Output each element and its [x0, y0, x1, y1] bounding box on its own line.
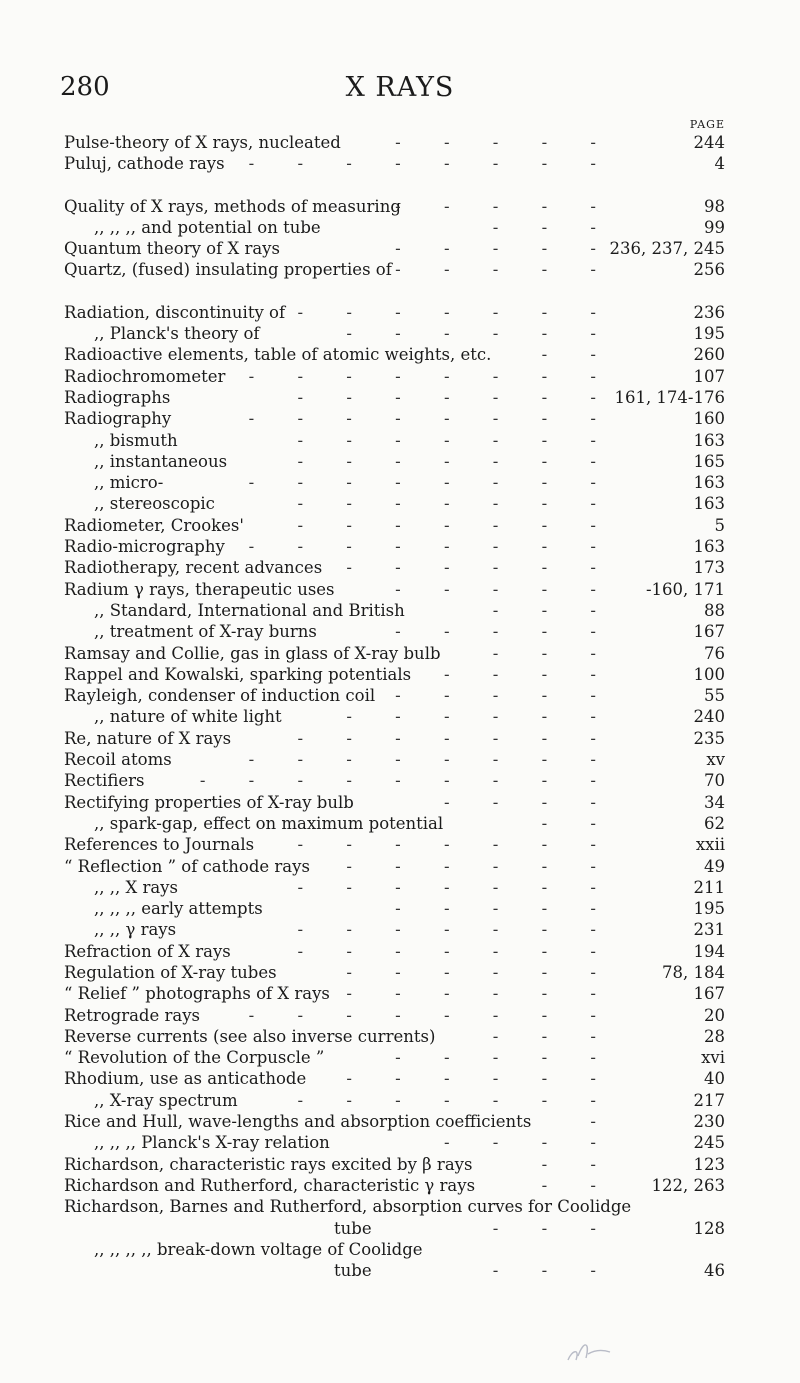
index-entry [64, 898, 725, 919]
entry-label: ,, Standard, International and British [94, 600, 405, 620]
entry-label: ,, ,, ,, Planck's X-ray relation [94, 1133, 330, 1153]
index-entry [64, 1005, 725, 1026]
index-entry [64, 1239, 725, 1260]
entry-label: ,, treatment of X-ray burns [94, 622, 317, 642]
entry-page-ref: -160, 171 [645, 579, 725, 599]
entry-label: ,, X-ray spectrum [94, 1090, 238, 1110]
leader-dashes: - - [541, 345, 615, 365]
entry-page-ref: 195 [693, 324, 725, 344]
entry-label: “ Revolution of the Corpuscle ” [64, 1048, 325, 1068]
entry-label: Rectifiers [64, 771, 145, 791]
entry-page-ref: 5 [714, 515, 725, 535]
leader-dashes: - - - - - - [346, 856, 615, 876]
index-entry [64, 685, 725, 706]
leader-dashes: - [590, 1112, 615, 1132]
index-entry [64, 217, 725, 238]
leader-dashes: - - [541, 1154, 615, 1174]
leader-dashes: - - - - - - - - [248, 154, 615, 174]
index-entry [64, 792, 725, 813]
entry-label: Rappel and Kowalski, sparking potentials [64, 664, 412, 684]
entry-page-ref: 163 [693, 473, 725, 493]
leader-dashes: - - - - - - - - [248, 537, 615, 557]
entry-label: Refraction of X rays [64, 941, 231, 961]
entry-page-ref: xvi [701, 1048, 725, 1068]
leader-dashes: - - - - - [395, 899, 615, 919]
pencil-mark-icon [560, 1330, 620, 1370]
index-entry [64, 238, 725, 259]
index-entry [64, 387, 725, 408]
leader-dashes: - - - - - - - - - [199, 771, 615, 791]
leader-dashes: - - - - - - - [297, 920, 615, 940]
index-entry [64, 643, 725, 664]
index-entry [64, 1047, 725, 1068]
entry-label: Quantum theory of X rays [64, 239, 280, 259]
entry-label: ,, bismuth [94, 430, 178, 450]
entry-page-ref: 163 [693, 430, 725, 450]
leader-dashes: - - - [492, 600, 615, 620]
section-gap [64, 281, 725, 302]
entry-label: ,, spark-gap, effect on maximum potential [94, 813, 444, 833]
leader-dashes: - - - - - - - [297, 877, 615, 897]
entry-page-ref: 55 [704, 686, 725, 706]
index-entry [64, 1090, 725, 1111]
leader-dashes: - - - - - - - [297, 941, 615, 961]
section-gap [64, 175, 725, 196]
index-entry [64, 621, 725, 642]
leader-dashes: - - - [492, 217, 615, 237]
entry-page-ref: 4 [714, 154, 725, 174]
leader-dashes: - - - - - - - - [248, 366, 615, 386]
leader-dashes: - - - - - [395, 196, 615, 216]
index-entry [64, 1111, 725, 1132]
entry-page-ref: 236, 237, 245 [609, 239, 725, 259]
entry-page-ref: 100 [693, 664, 725, 684]
index-entry [64, 941, 725, 962]
entry-page-ref: 167 [693, 984, 725, 1004]
index-entry [64, 1132, 725, 1153]
entry-label: Radiochromometer [64, 366, 226, 386]
entry-label: Richardson and Rutherford, characteristic γ rays [64, 1175, 476, 1195]
leader-dashes: - - - - - [395, 579, 615, 599]
entry-label: Radioactive elements, table of atomic weights, etc. [64, 345, 492, 365]
index-entry [64, 493, 725, 514]
entry-page-ref: 260 [693, 345, 725, 365]
leader-dashes: - - - [492, 643, 615, 663]
entry-label: Quality of X rays, methods of measuring [64, 196, 401, 216]
entry-label: Radiation, discontinuity of [64, 302, 286, 322]
entry-label: Radiography [64, 409, 172, 429]
leader-dashes: - - - - - [395, 622, 615, 642]
index-entry [64, 749, 725, 770]
index-entry [64, 834, 725, 855]
index-entry [64, 302, 725, 323]
leader-dashes: - - - - - [395, 1048, 615, 1068]
leader-dashes: - - - - - [395, 260, 615, 280]
entry-page-ref: 107 [693, 366, 725, 386]
entry-page-ref: 167 [693, 622, 725, 642]
leader-dashes: - - - - [443, 664, 615, 684]
entry-page-ref: 128 [693, 1218, 725, 1238]
index-entry [64, 1218, 725, 1239]
index-entry [64, 1154, 725, 1175]
index-entry [64, 557, 725, 578]
leader-dashes: - - [541, 1175, 615, 1195]
index-entry [64, 1196, 725, 1217]
index-entry [64, 600, 725, 621]
entry-label: ,, ,, ,, early attempts [94, 899, 263, 919]
leader-dashes: - - - - - [395, 239, 615, 259]
leader-dashes: - - - - - - [346, 324, 615, 344]
entry-label: Radiotherapy, recent advances [64, 558, 323, 578]
entry-label: Radiometer, Crookes' [64, 515, 244, 535]
entry-page-ref: 161, 174-176 [614, 387, 725, 407]
entry-page-ref: 231 [693, 920, 725, 940]
entry-page-ref: 173 [693, 558, 725, 578]
leader-dashes: - - - - - - - [297, 1090, 615, 1110]
leader-dashes: - - - [492, 1218, 615, 1238]
leader-dashes: - - - - [443, 1133, 615, 1153]
entry-page-ref: 240 [693, 707, 725, 727]
leader-dashes: - - - - - - - - [248, 1005, 615, 1025]
index-entry [64, 259, 725, 280]
index-entry [64, 196, 725, 217]
entry-label: Puluj, cathode rays [64, 154, 225, 174]
index-entry [64, 1026, 725, 1047]
entry-label: Rhodium, use as anticathode [64, 1069, 307, 1089]
leader-dashes: - - - - - - [346, 1069, 615, 1089]
page-header [60, 72, 740, 112]
leader-dashes: - - [541, 813, 615, 833]
leader-dashes: - - - - - - - [297, 451, 615, 471]
entry-label: ,, nature of white light [94, 707, 282, 727]
entry-label: tube [334, 1261, 372, 1281]
entry-label: “ Relief ” photographs of X rays [64, 984, 330, 1004]
entry-page-ref: 244 [693, 133, 725, 152]
entry-label: Rice and Hull, wave-lengths and absorption coefficients [64, 1112, 532, 1132]
index-entry [64, 1068, 725, 1089]
index-entry [64, 323, 725, 344]
running-title: X RAYS [345, 72, 455, 103]
entry-label: Rayleigh, condenser of induction coil [64, 686, 376, 706]
leader-dashes: - - - - - [395, 686, 615, 706]
index-entry [64, 132, 725, 153]
entry-label: “ Reflection ” of cathode rays [64, 856, 310, 876]
index-entry [64, 877, 725, 898]
entry-label: Retrograde rays [64, 1005, 201, 1025]
leader-dashes: - - - - - - - [297, 387, 615, 407]
entry-label: ,, micro- [94, 473, 164, 493]
entry-page-ref: 34 [704, 792, 725, 812]
leader-dashes: - - - - - - [346, 984, 615, 1004]
index-entry [64, 1260, 725, 1281]
entry-label: Radio-micrography [64, 537, 225, 557]
entry-label: Reverse currents (see also inverse currents) [64, 1026, 436, 1046]
index-entry [64, 813, 725, 834]
entry-label: Richardson, characteristic rays excited by β rays [64, 1154, 473, 1174]
entry-page-ref: xxii [695, 835, 725, 855]
entry-page-ref: 40 [704, 1069, 725, 1089]
entry-page-ref: 122, 263 [651, 1175, 725, 1195]
entry-page-ref: 99 [704, 217, 725, 237]
entry-page-ref: 160 [693, 409, 725, 429]
entry-page-ref: 256 [693, 260, 725, 280]
entry-page-ref: 78, 184 [662, 962, 725, 982]
index-entry [64, 472, 725, 493]
entry-page-ref: 165 [693, 451, 725, 471]
leader-dashes: - - - - - - - [297, 302, 615, 322]
entry-label: Re, nature of X rays [64, 728, 232, 748]
entry-page-ref: 28 [704, 1026, 725, 1046]
entry-page-ref: 163 [693, 537, 725, 557]
entry-label: Ramsay and Collie, gas in glass of X-ray bulb [64, 643, 441, 663]
leader-dashes: - - - - - - - - [248, 473, 615, 493]
index-entry [64, 706, 725, 727]
entry-page-ref: 70 [704, 771, 725, 791]
index-entry [64, 366, 725, 387]
entry-page-ref: 245 [693, 1133, 725, 1153]
page-number: 280 [60, 72, 110, 102]
index-entry [64, 962, 725, 983]
index-entry [64, 536, 725, 557]
entry-label: Rectifying properties of X-ray bulb [64, 792, 354, 812]
leader-dashes: - - - - - - - - [248, 409, 615, 429]
entry-label: ,, stereoscopic [94, 494, 215, 514]
entry-page-ref: xv [706, 750, 725, 770]
leader-dashes: - - - [492, 1026, 615, 1046]
leader-dashes: - - - - - - - [297, 430, 615, 450]
index-entry [64, 664, 725, 685]
entry-page-ref: 163 [693, 494, 725, 514]
leader-dashes: - - - - - - - [297, 494, 615, 514]
entry-page-ref: 194 [693, 941, 725, 961]
index-entry [64, 515, 725, 536]
leader-dashes: - - - - - - - [297, 515, 615, 535]
entry-page-ref: 88 [704, 600, 725, 620]
entry-page-ref: 236 [693, 302, 725, 322]
entry-label: tube [334, 1218, 372, 1238]
leader-dashes: - - - - - - [346, 558, 615, 578]
leader-dashes: - - - - - - [346, 707, 615, 727]
entry-label: ,, instantaneous [94, 451, 228, 471]
index-entry [64, 430, 725, 451]
index-entry [64, 856, 725, 877]
leader-dashes: - - - - - - - [297, 728, 615, 748]
entry-page-ref: 230 [693, 1112, 725, 1132]
entry-page-ref: 20 [704, 1005, 725, 1025]
entry-page-ref: 76 [704, 643, 725, 663]
entry-page-ref: 195 [693, 899, 725, 919]
index-entry [64, 1175, 725, 1196]
entry-label: Pulse-theory of X rays, nucleated [64, 133, 341, 152]
entry-page-ref: 46 [704, 1261, 725, 1281]
entry-page-ref: 235 [693, 728, 725, 748]
index-entry [64, 451, 725, 472]
leader-dashes: - - - - - - - [297, 835, 615, 855]
entry-label: Recoil atoms [64, 750, 172, 770]
index-entry [64, 770, 725, 791]
entry-label: ,, Planck's theory of [94, 324, 260, 344]
index-entry [64, 344, 725, 365]
entry-page-ref: 123 [693, 1154, 725, 1174]
entry-page-ref: 98 [704, 196, 725, 216]
leader-dashes: - - - - - - [346, 962, 615, 982]
leader-dashes: - - - - [443, 792, 615, 812]
entry-label: ,, ,, γ rays [94, 920, 177, 940]
index-entry [64, 728, 725, 749]
entry-page-ref: 217 [693, 1090, 725, 1110]
entry-page-ref: 62 [704, 813, 725, 833]
index-entry [64, 919, 725, 940]
leader-dashes: - - - [492, 1261, 615, 1281]
entry-page-ref: 211 [693, 877, 725, 897]
entry-page-ref: 49 [704, 856, 725, 876]
leader-dashes: - - - - - [395, 133, 615, 152]
entry-label: ,, ,, ,, ,, break-down voltage of Coolidge [94, 1239, 423, 1259]
leader-dashes: - - - - - - - - [248, 750, 615, 770]
index-list [64, 132, 725, 1281]
entry-label: ,, ,, ,, and potential on tube [94, 217, 321, 237]
entry-label: Regulation of X-ray tubes [64, 962, 277, 982]
entry-label: References to Journals [64, 835, 255, 855]
index-entry [64, 983, 725, 1004]
entry-label: Richardson, Barnes and Rutherford, absorption curves for Coolidge [64, 1197, 632, 1217]
entry-label: Quartz, (fused) insulating properties of [64, 260, 392, 280]
entry-label: Radium γ rays, therapeutic uses [64, 579, 335, 599]
entry-label: Radiographs [64, 387, 171, 407]
index-entry [64, 408, 725, 429]
entry-label: ,, ,, X rays [94, 877, 178, 897]
page-column-heading: PAGE [689, 118, 725, 131]
index-entry [64, 153, 725, 174]
index-entry [64, 579, 725, 600]
